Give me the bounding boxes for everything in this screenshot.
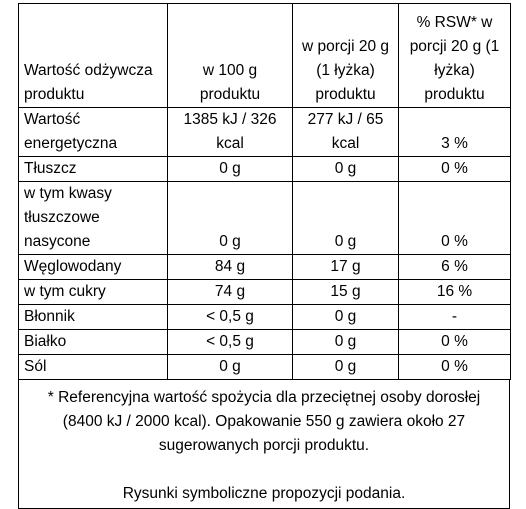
- table-row: [19, 182, 511, 255]
- row-energy-rsw: 3 %: [399, 108, 511, 157]
- symbolic-images-note: Rysunki symboliczne propozycji podania.: [122, 485, 406, 502]
- nutrition-table-container: [18, 3, 510, 509]
- row-sugars-rsw: 16 %: [399, 280, 511, 305]
- row-fat-portion: 0 g: [293, 157, 399, 182]
- row-protein-name: Białko: [19, 330, 168, 355]
- table-row: [19, 108, 511, 157]
- row-carbs-name: Węglowodany: [19, 255, 168, 280]
- row-salt-portion: 0 g: [293, 355, 399, 380]
- header-row: [19, 4, 511, 108]
- reference-intake-note: * Referencyjna wartość spożycia dla przeciętnej osoby dorosłej (8400 kJ / 2000 kcal). Opakowanie 550 g zawiera około 27 sugerowanych porcji produktu.: [47, 389, 481, 454]
- row-fiber-name: Błonnik: [19, 305, 168, 330]
- row-energy-portion: 277 kJ / 65 kcal: [293, 108, 399, 157]
- table-row: [19, 280, 511, 305]
- row-carbs-per100: 84 g: [168, 255, 293, 280]
- row-fat-per100: 0 g: [168, 157, 293, 182]
- row-carbs-rsw: 6 %: [399, 255, 511, 280]
- header-per-portion: w porcji 20 g (1 łyżka) produktu: [293, 4, 399, 108]
- row-salt-per100: 0 g: [168, 355, 293, 380]
- row-sugars-name: w tym cukry: [19, 280, 168, 305]
- row-fiber-rsw: -: [399, 305, 511, 330]
- header-per-100g: w 100 g produktu: [168, 4, 293, 108]
- row-saturated-rsw: 0 %: [399, 182, 511, 255]
- row-fat-name: Tłuszcz: [19, 157, 168, 182]
- row-protein-per100: < 0,5 g: [168, 330, 293, 355]
- header-rsw: % RSW* w porcji 20 g (1 łyżka) produktu: [399, 4, 511, 108]
- table-row: [19, 305, 511, 330]
- row-salt-rsw: 0 %: [399, 355, 511, 380]
- row-sugars-per100: 74 g: [168, 280, 293, 305]
- row-protein-rsw: 0 %: [399, 330, 511, 355]
- row-fiber-per100: < 0,5 g: [168, 305, 293, 330]
- row-fat-rsw: 0 %: [399, 157, 511, 182]
- row-salt-name: Sól: [19, 355, 168, 380]
- row-protein-portion: 0 g: [293, 330, 399, 355]
- table-row: [19, 255, 511, 280]
- nutrition-table: [18, 3, 511, 380]
- row-sugars-portion: 15 g: [293, 280, 399, 305]
- table-row: [19, 330, 511, 355]
- table-row: [19, 355, 511, 380]
- row-carbs-portion: 17 g: [293, 255, 399, 280]
- row-saturated-portion: 0 g: [293, 182, 399, 255]
- row-energy-per100: 1385 kJ / 326 kcal: [168, 108, 293, 157]
- row-fiber-portion: 0 g: [293, 305, 399, 330]
- row-saturated-name: w tym kwasy tłuszczowe nasycone: [19, 182, 168, 255]
- row-saturated-per100: 0 g: [168, 182, 293, 255]
- footnote: [18, 380, 510, 509]
- table-row: [19, 157, 511, 182]
- row-energy-name: Wartość energetyczna: [19, 108, 168, 157]
- header-nutrient: Wartość odżywcza produktu: [19, 4, 168, 108]
